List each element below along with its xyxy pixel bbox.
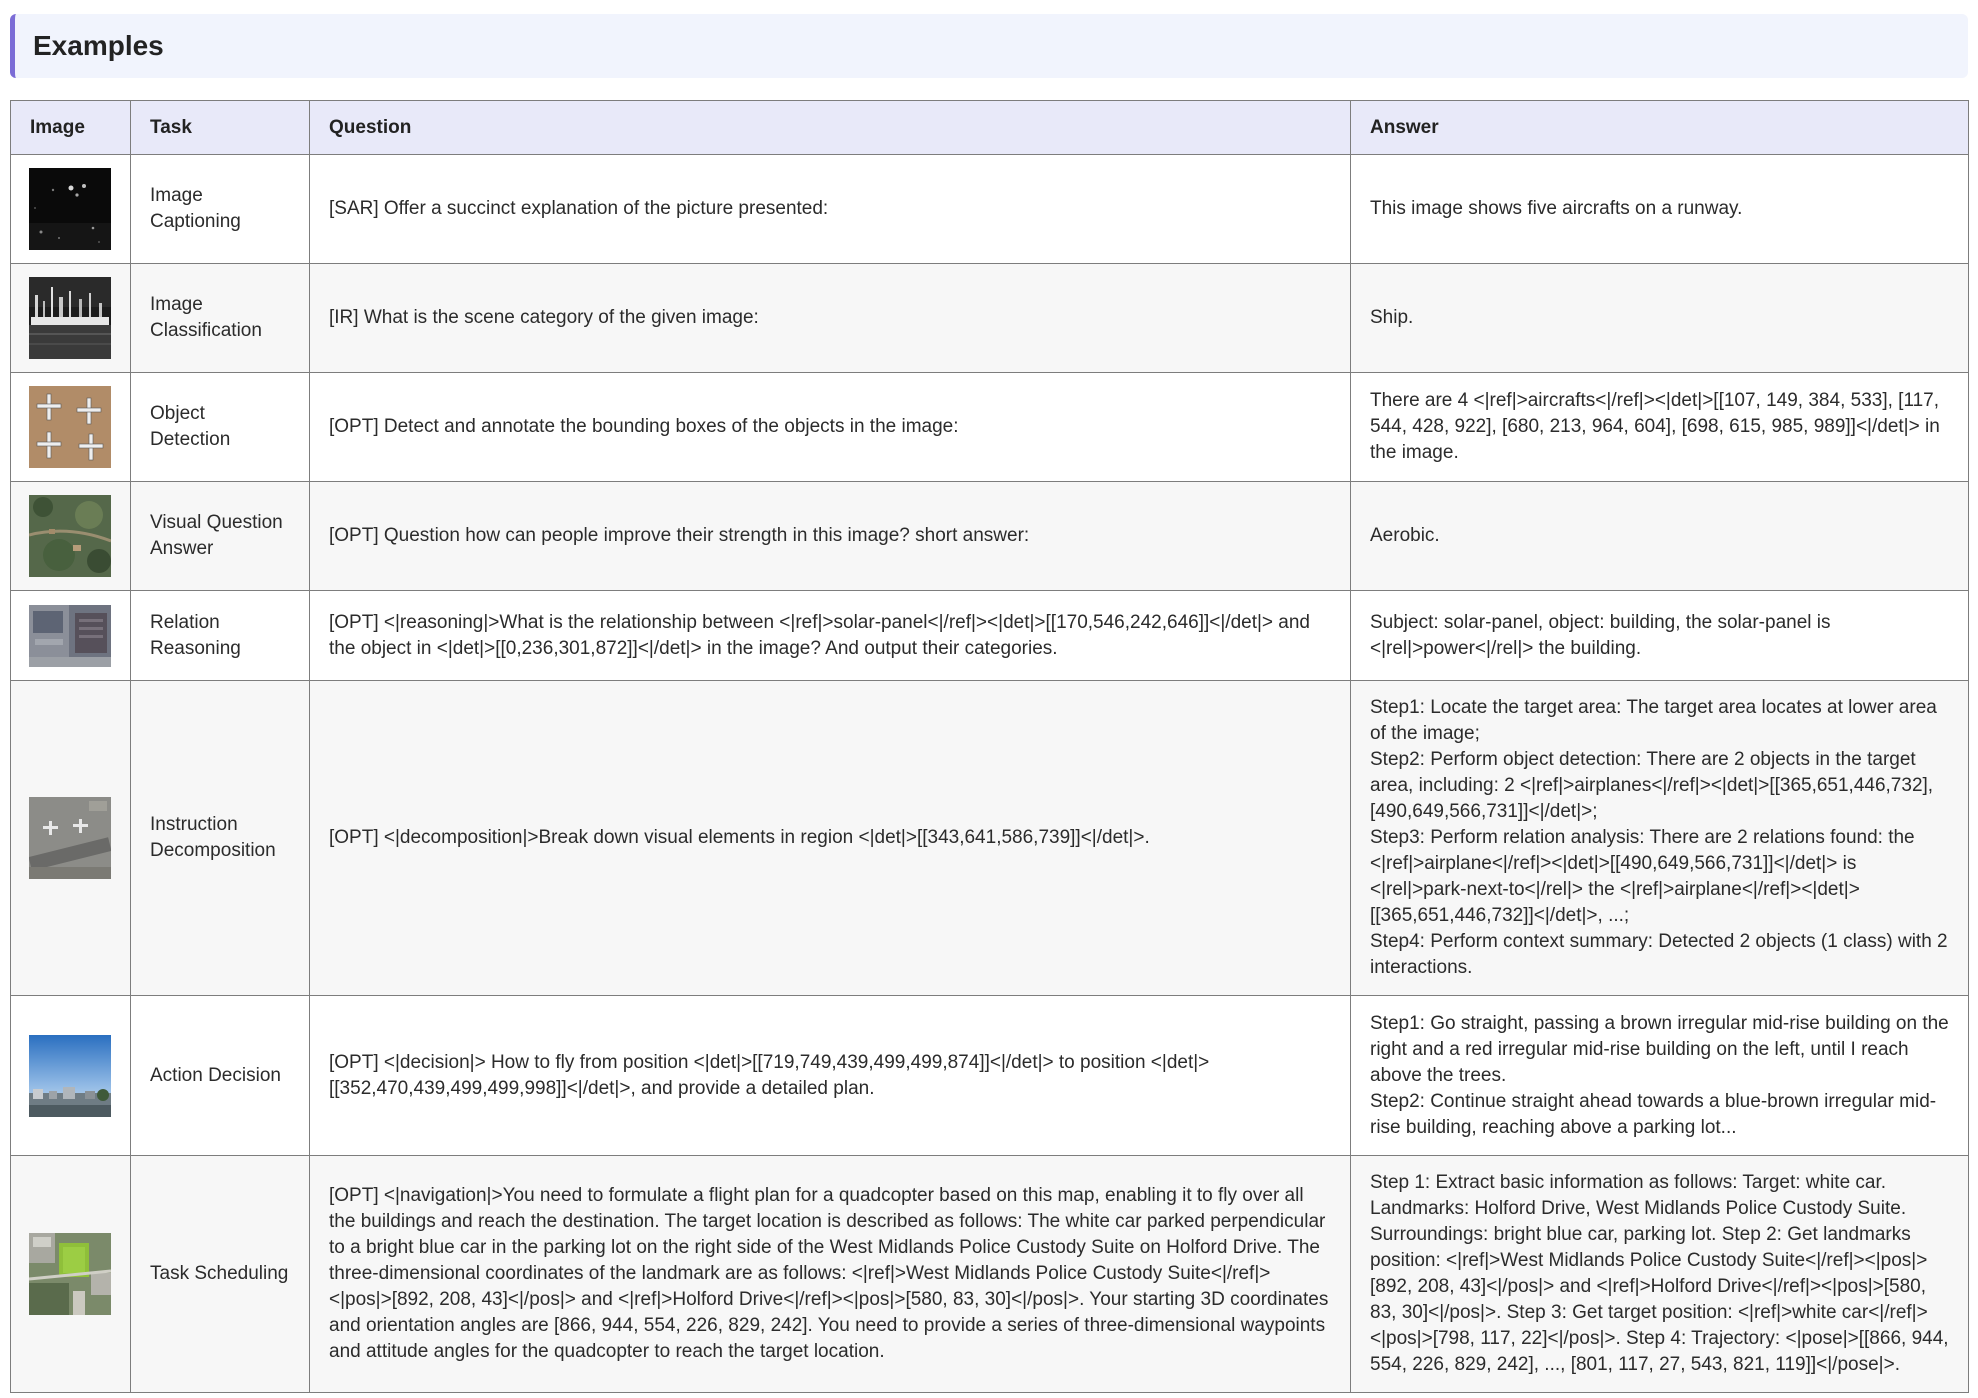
examples-table	[10, 100, 1969, 1393]
answer-cell: Subject: solar-panel, object: building, the solar-panel is <|rel|>power<|/rel|> the building.	[1351, 591, 1969, 681]
table-row	[11, 155, 1969, 264]
task-cell: Object Detection	[131, 373, 310, 482]
task-cell: Visual Question Answer	[131, 482, 310, 591]
section-title: Examples	[33, 30, 164, 61]
task-cell: Image Classification	[131, 264, 310, 373]
question-cell: [OPT] <|decision|> How to fly from position <|det|>[[719,749,439,499,499,874]]<|/det|> to position <|det|>[[352,470,439,499,499,998]]<|/det|>, and provide a detailed plan.	[310, 996, 1351, 1156]
task-cell: Relation Reasoning	[131, 591, 310, 681]
table-header-row	[11, 101, 1969, 155]
task-cell: Image Captioning	[131, 155, 310, 264]
solar-panel-building-thumbnail	[29, 605, 111, 667]
aerial-map-thumbnail	[29, 1233, 111, 1315]
answer-cell: Aerobic.	[1351, 482, 1969, 591]
table-row	[11, 264, 1969, 373]
table-row	[11, 996, 1969, 1156]
answer-line: Step2: Perform object detection: There are 2 objects in the target area, including: 2 <|ref|>airplanes<|/ref|><|det|>[[365,651,446,732], [490,649,566,731]]<|/det|>;	[1370, 749, 1934, 822]
answer-line: Step2: Continue straight ahead towards a blue-brown irregular mid-rise building, reaching above a parking lot...	[1370, 1090, 1937, 1138]
sky-city-thumbnail	[29, 1035, 111, 1117]
question-cell: [SAR] Offer a succinct explanation of the picture presented:	[310, 155, 1351, 264]
aircraft-detection-thumbnail	[29, 386, 111, 468]
column-header-answer: Answer	[1351, 101, 1969, 155]
answer-cell	[1351, 681, 1969, 996]
question-cell: [OPT] <|reasoning|>What is the relationship between <|ref|>solar-panel<|/ref|><|det|>[[170,546,242,646]]<|/det|> and the object in <|det|>[[0,236,301,872]]<|/det|> in the image? And output their categories.	[310, 591, 1351, 681]
answer-line: Step1: Locate the target area: The target area locates at lower area of the image;	[1370, 697, 1937, 744]
task-cell: Action Decision	[131, 996, 310, 1156]
column-header-image: Image	[11, 101, 131, 155]
examples-header	[10, 14, 1968, 78]
aerial-vegetation-thumbnail	[29, 495, 111, 577]
task-cell: Task Scheduling	[131, 1156, 310, 1393]
question-cell: [IR] What is the scene category of the given image:	[310, 264, 1351, 373]
answer-cell	[1351, 996, 1969, 1156]
answer-line: Step4: Perform context summary: Detected 2 objects (1 class) with 2 interactions.	[1370, 931, 1948, 978]
table-row	[11, 591, 1969, 681]
sar-aircraft-thumbnail	[29, 168, 111, 250]
table-row	[11, 1156, 1969, 1393]
table-row	[11, 373, 1969, 482]
answer-cell: There are 4 <|ref|>aircrafts<|/ref|><|det|>[[107, 149, 384, 533], [117, 544, 428, 922], [680, 213, 964, 604], [698, 615, 985, 989]]<|/det|> in the image.	[1351, 373, 1969, 482]
answer-cell: Step 1: Extract basic information as follows: Target: white car. Landmarks: Holford Drive, West Midlands Police Custody Suite. Surroundings: bright blue car, parking lot. Step 2: Get landmarks position: <|ref|>West Midlands Police Custody Suite<|/ref|><|pos|>[892, 208, 43]<|/pos|> and <|ref|>Holford Drive<|/ref|><|pos|>[580, 83, 30]<|/pos|>. Step 3: Get target position: <|ref|>white car<|/ref|><|pos|>[798, 117, 22]<|/pos|>. Step 4: Trajectory: <|pose|>[[866, 944, 554, 226, 829, 242], ..., [801, 117, 27, 543, 821, 119]]<|/pose|>.	[1351, 1156, 1969, 1393]
answer-cell: This image shows five aircrafts on a runway.	[1351, 155, 1969, 264]
answer-line: Step1: Go straight, passing a brown irregular mid-rise building on the right and a red irregular mid-rise building on the left, until I reach above the trees.	[1370, 1012, 1949, 1086]
question-cell: [OPT] <|decomposition|>Break down visual elements in region <|det|>[[343,641,586,739]]<|/det|>.	[310, 681, 1351, 996]
question-cell: [OPT] Detect and annotate the bounding boxes of the objects in the image:	[310, 373, 1351, 482]
answer-cell: Ship.	[1351, 264, 1969, 373]
infrared-ship-thumbnail	[29, 277, 111, 359]
airport-apron-thumbnail	[29, 797, 111, 879]
table-row	[11, 482, 1969, 591]
question-cell: [OPT] Question how can people improve their strength in this image? short answer:	[310, 482, 1351, 591]
column-header-task: Task	[131, 101, 310, 155]
table-row	[11, 681, 1969, 996]
answer-line: Step3: Perform relation analysis: There are 2 relations found: the <|ref|>airplane<|/ref|><|det|>[[490,649,566,731]]<|/det|> is <|rel|>park-next-to<|/rel|> the <|ref|>airplane<|/ref|><|det|>[[365,651,446,732]]<|/det|>, ...;	[1370, 827, 1915, 926]
question-cell: [OPT] <|navigation|>You need to formulate a flight plan for a quadcopter based on this map, enabling it to fly over all the buildings and reach the destination. The target location is described as follows: The white car parked perpendicular to a bright blue car in the parking lot on the right side of the West Midlands Police Custody Suite on Holford Drive. The three-dimensional coordinates of the landmark are as follows: <|ref|>West Midlands Police Custody Suite<|/ref|><|pos|>[892, 208, 43]<|/pos|> and <|ref|>Holford Drive<|/ref|><|pos|>[580, 83, 30]<|/pos|>. Your starting 3D coordinates and orientation angles are [866, 944, 554, 226, 829, 242]. You need to provide a series of three-dimensional waypoints and attitude angles for the quadcopter to reach the target location.	[310, 1156, 1351, 1393]
column-header-question: Question	[310, 101, 1351, 155]
task-cell: Instruction Decomposition	[131, 681, 310, 996]
